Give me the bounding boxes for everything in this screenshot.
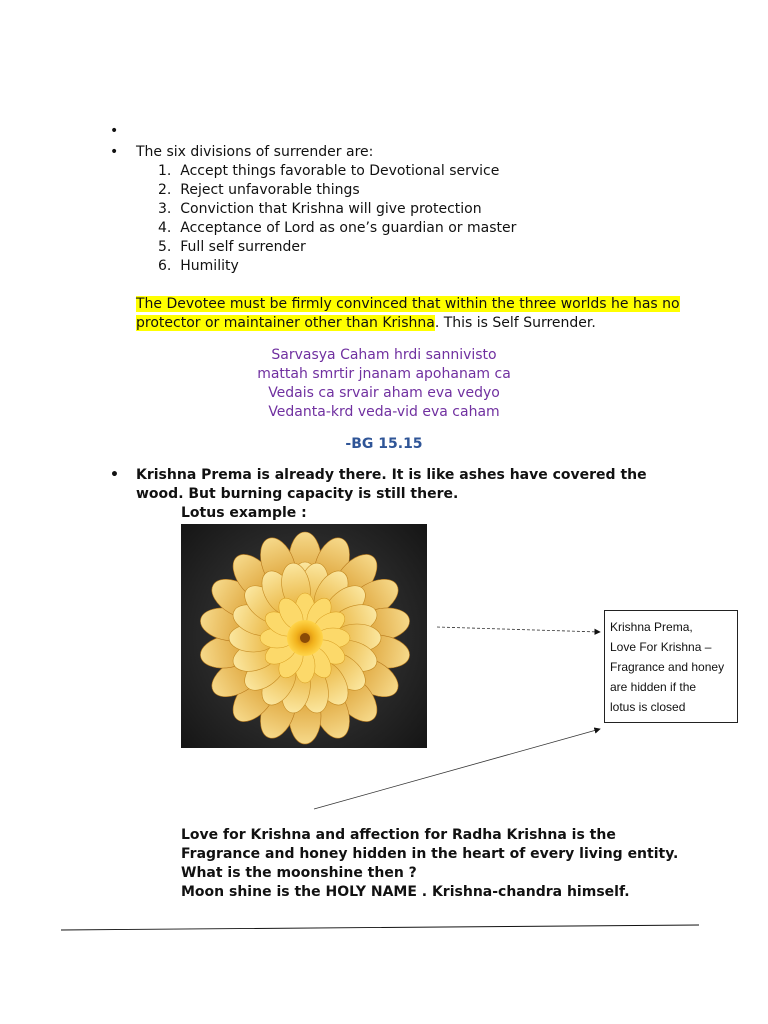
verse-line-4: Vedanta-krd veda-vid eva caham	[268, 404, 500, 420]
callout-line-4: are hidden if the	[610, 680, 697, 694]
prema-line-2: wood. But burning capacity is still there.	[136, 486, 459, 502]
verse-line-3: Vedais ca srvair aham eva vedyo	[268, 385, 500, 401]
verse-line-2: mattah smrtir jnanam apohanam ca	[257, 366, 511, 382]
verse-line-1: Sarvasya Caham hrdi sannivisto	[271, 347, 497, 363]
callout-line-2: Love For Krishna –	[610, 640, 712, 654]
bottom-divider	[61, 925, 699, 930]
callout-textbox	[604, 610, 738, 723]
highlight-line-1: The Devotee must be firmly convinced that within the three worlds he has no	[136, 296, 680, 312]
callout-line-3: Fragrance and honey	[610, 660, 725, 674]
closing-line-3: What is the moonshine then ?	[181, 865, 417, 881]
arrow-to-callout	[437, 627, 600, 632]
highlight-line-2: protector or maintainer other than Krishna. This is Self Surrender.	[136, 315, 596, 331]
closing-line-1: Love for Krishna and affection for Radha Krishna is the	[181, 827, 616, 843]
intro-heading: The six divisions of surrender are:	[136, 144, 374, 160]
callout-line-1: Krishna Prema,	[610, 620, 693, 634]
prema-line-1: Krishna Prema is already there. It is like ashes have covered the	[136, 467, 647, 483]
bullet-intro: •	[110, 144, 119, 160]
list-item-6: 6. Humility	[158, 258, 239, 274]
list-item-2: 2. Reject unfavorable things	[158, 182, 360, 198]
arrow-from-closing	[314, 729, 600, 809]
closing-line-4: Moon shine is the HOLY NAME . Krishna-chandra himself.	[181, 884, 630, 900]
bullet-empty: •	[110, 123, 119, 139]
closing-line-2: Fragrance and honey hidden in the heart of every living entity.	[181, 846, 679, 862]
list-item-3: 3. Conviction that Krishna will give protection	[158, 201, 482, 217]
lotus-example-label: Lotus example :	[181, 505, 307, 521]
list-item-5: 5. Full self surrender	[158, 239, 306, 255]
bullet-prema: •	[110, 467, 119, 483]
callout-line-5: lotus is closed	[610, 700, 686, 714]
list-item-4: 4. Acceptance of Lord as one’s guardian or master	[158, 220, 517, 236]
list-item-1: 1. Accept things favorable to Devotional service	[158, 163, 500, 179]
verse-reference: -BG 15.15	[345, 436, 423, 452]
